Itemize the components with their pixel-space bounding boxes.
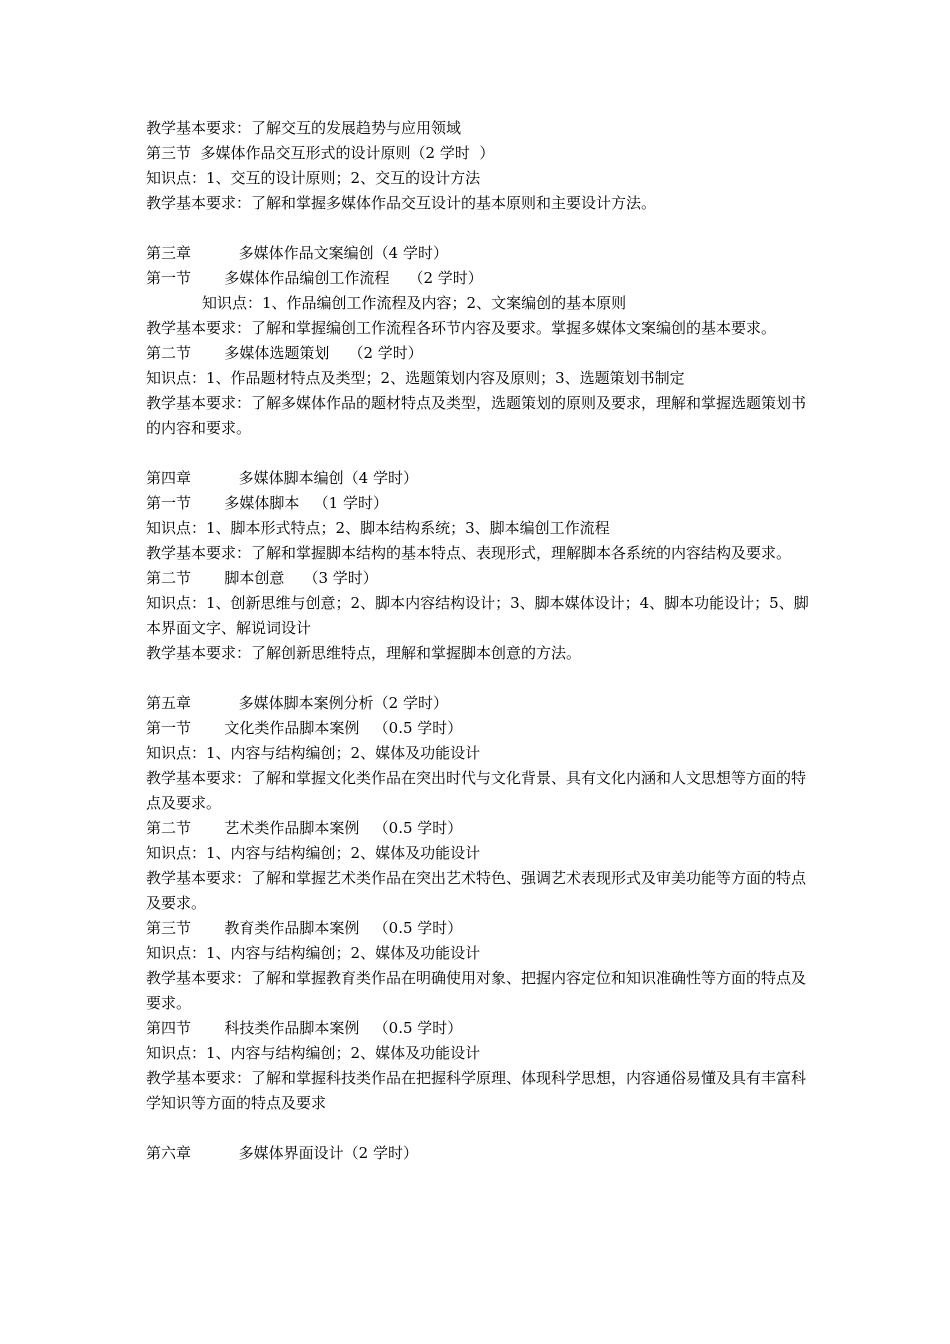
text-line: 知识点：1、脚本形式特点；2、脚本结构系统；3、脚本编创工作流程	[146, 519, 610, 537]
text-line: 知识点：1、作品编创工作流程及内容；2、文案编创的基本原则	[202, 294, 627, 312]
section-heading: 第四节 科技类作品脚本案例 （0.5 学时）	[146, 1019, 463, 1037]
text-line: 教学基本要求：了解和掌握科技类作品在把握科学原理、体现科学思想，内容通俗易懂及具有丰富科学知识等方面的特点及要求	[146, 1069, 807, 1112]
text-line: 知识点：1、内容与结构编创；2、媒体及功能设计	[146, 744, 481, 762]
text-line: 知识点：1、交互的设计原则；2、交互的设计方法	[146, 169, 481, 187]
text-line: 教学基本要求：了解和掌握艺术类作品在突出艺术特色、强调艺术表现形式及审美功能等方面的特点及要求。	[146, 869, 807, 912]
text-line: 知识点：1、内容与结构编创；2、媒体及功能设计	[146, 1044, 481, 1062]
section-heading: 第二节 艺术类作品脚本案例 （0.5 学时）	[146, 819, 463, 837]
section-heading: 第三节 多媒体作品交互形式的设计原则（2 学时 ）	[146, 144, 495, 162]
text-line: 教学基本要求：了解和掌握编创工作流程各环节内容及要求。掌握多媒体文案编创的基本要求。	[146, 319, 777, 337]
text-line: 知识点：1、创新思维与创意；2、脚本内容结构设计；3、脚本媒体设计；4、脚本功能设计；5、脚本界面文字、解说词设计	[146, 594, 809, 637]
blank-line	[146, 216, 811, 241]
section-heading: 第一节 多媒体脚本 （1 学时）	[146, 494, 388, 512]
document-body	[146, 116, 811, 1166]
text-line: 教学基本要求：了解交互的发展趋势与应用领域	[146, 119, 462, 137]
chapter-heading: 第五章 多媒体脚本案例分析（2 学时）	[146, 694, 448, 712]
section-heading: 第三节 教育类作品脚本案例 （0.5 学时）	[146, 919, 463, 937]
section-heading: 第一节 多媒体作品编创工作流程 （2 学时）	[146, 269, 483, 287]
chapter-heading: 第三章 多媒体作品文案编创（4 学时）	[146, 244, 448, 262]
text-line: 知识点：1、作品题材特点及类型；2、选题策划内容及原则；3、选题策划书制定	[146, 369, 685, 387]
text-line: 教学基本要求：了解和掌握文化类作品在突出时代与文化背景、具有文化内涵和人文思想等方面的特点及要求。	[146, 769, 807, 812]
text-line: 教学基本要求：了解和掌握教育类作品在明确使用对象、把握内容定位和知识准确性等方面的特点及要求。	[146, 969, 807, 1012]
blank-line	[146, 441, 811, 466]
section-heading: 第二节 脚本创意 （3 学时）	[146, 569, 378, 587]
text-line: 教学基本要求：了解和掌握脚本结构的基本特点、表现形式，理解脚本各系统的内容结构及要求。	[146, 544, 792, 562]
blank-line	[146, 1116, 811, 1141]
text-line: 知识点：1、内容与结构编创；2、媒体及功能设计	[146, 844, 481, 862]
text-line: 教学基本要求：了解和掌握多媒体作品交互设计的基本原则和主要设计方法。	[146, 194, 657, 212]
text-line: 教学基本要求：了解创新思维特点，理解和掌握脚本创意的方法。	[146, 644, 582, 662]
section-heading: 第二节 多媒体选题策划 （2 学时）	[146, 344, 423, 362]
chapter-heading: 第四章 多媒体脚本编创（4 学时）	[146, 469, 418, 487]
blank-line	[146, 666, 811, 691]
chapter-heading: 第六章 多媒体界面设计（2 学时）	[146, 1144, 418, 1162]
text-line: 知识点：1、内容与结构编创；2、媒体及功能设计	[146, 944, 481, 962]
section-heading: 第一节 文化类作品脚本案例 （0.5 学时）	[146, 719, 463, 737]
text-line: 教学基本要求：了解多媒体作品的题材特点及类型，选题策划的原则及要求，理解和掌握选题策划书的内容和要求。	[146, 394, 807, 437]
